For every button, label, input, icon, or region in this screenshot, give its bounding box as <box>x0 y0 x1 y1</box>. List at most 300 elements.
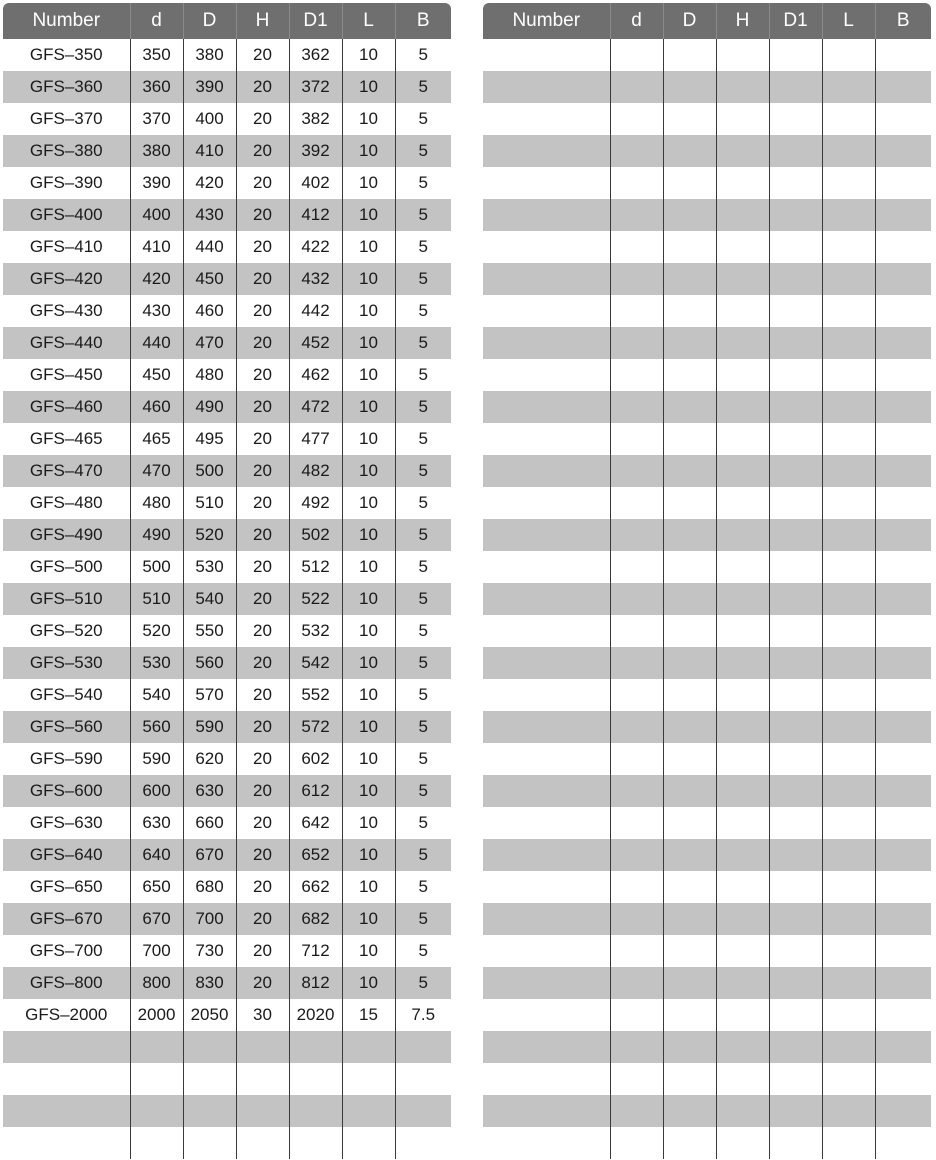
dimension-cell <box>822 967 875 999</box>
dimension-cell <box>130 1095 183 1127</box>
part-number-cell <box>483 1095 610 1127</box>
dimension-cell <box>875 711 931 743</box>
dimension-cell <box>769 551 822 583</box>
dimension-cell <box>875 103 931 135</box>
dimension-cell: 700 <box>183 903 236 935</box>
dimension-cell <box>769 327 822 359</box>
dimension-cell <box>716 455 769 487</box>
dimension-cell <box>875 487 931 519</box>
dimension-cell <box>769 423 822 455</box>
table-row <box>483 935 931 967</box>
dimension-cell <box>875 935 931 967</box>
dimension-cell: 520 <box>130 615 183 647</box>
dimension-cell <box>130 1063 183 1095</box>
dimension-cell <box>822 679 875 711</box>
dimension-cell: 2050 <box>183 999 236 1031</box>
dimension-cell <box>716 711 769 743</box>
dimension-cell: 602 <box>289 743 342 775</box>
dimension-cell <box>716 199 769 231</box>
dimension-cell: 470 <box>183 327 236 359</box>
dimension-cell: 630 <box>130 807 183 839</box>
part-number-cell: GFS–560 <box>3 711 130 743</box>
dimension-cell <box>769 583 822 615</box>
part-number-cell <box>483 839 610 871</box>
dimension-cell: 5 <box>395 647 451 679</box>
dimension-cell <box>610 167 663 199</box>
part-number-cell: GFS–2000 <box>25 1005 108 1024</box>
dimension-cell <box>130 1031 183 1063</box>
dimension-cell <box>610 999 663 1031</box>
dimension-cell <box>822 615 875 647</box>
dimension-cell <box>875 775 931 807</box>
dimension-cell: 372 <box>289 71 342 103</box>
dimension-cell <box>716 1063 769 1095</box>
dimension-cell <box>663 1127 716 1159</box>
dimension-cell <box>875 999 931 1031</box>
table-row <box>483 679 931 711</box>
dimension-cell: 10 <box>342 359 395 391</box>
table-row <box>483 647 931 679</box>
part-number-cell <box>3 1095 130 1127</box>
dimension-cell <box>610 1031 663 1063</box>
dimension-cell <box>183 1127 236 1159</box>
dimension-cell <box>875 359 931 391</box>
dimension-cell: 2000 <box>130 999 183 1031</box>
dimension-cell: 600 <box>130 775 183 807</box>
part-number-cell <box>3 1127 130 1159</box>
table-row <box>483 1063 931 1095</box>
column-header-col5: L <box>822 3 875 39</box>
dimension-cell: 560 <box>130 711 183 743</box>
dimension-cell <box>663 103 716 135</box>
dimension-cell <box>769 871 822 903</box>
table-row <box>483 455 931 487</box>
dimension-cell <box>769 359 822 391</box>
table-header <box>483 3 931 39</box>
table-row <box>483 391 931 423</box>
dimension-cell <box>236 1063 289 1095</box>
table-row <box>3 583 451 615</box>
part-number-cell: GFS–490 <box>3 519 130 551</box>
dimension-cell: 490 <box>183 391 236 423</box>
column-header-col1: d <box>610 3 663 39</box>
dimension-cell <box>769 103 822 135</box>
dimension-cell <box>130 1127 183 1159</box>
column-header-col5: L <box>342 3 395 39</box>
dimension-cell <box>875 551 931 583</box>
dimension-cell <box>875 871 931 903</box>
part-number-cell <box>483 999 610 1031</box>
dimension-cell: 10 <box>342 935 395 967</box>
table-body <box>3 39 451 1159</box>
dimension-cell <box>663 391 716 423</box>
part-number-cell: GFS–470 <box>3 455 130 487</box>
dimension-cell <box>822 743 875 775</box>
part-number-cell: GFS–510 <box>3 583 130 615</box>
part-number-cell <box>483 327 610 359</box>
dimension-cell: 652 <box>289 839 342 871</box>
dimension-cell <box>610 775 663 807</box>
dimension-cell: 730 <box>183 935 236 967</box>
dimension-cell: 800 <box>130 967 183 999</box>
dimension-cell: 10 <box>342 455 395 487</box>
dimension-cell <box>769 903 822 935</box>
dimension-cell: 492 <box>289 487 342 519</box>
dimension-cell: 20 <box>236 519 289 551</box>
dimension-cell: 660 <box>183 807 236 839</box>
dimension-cell <box>875 455 931 487</box>
dimension-cell <box>663 423 716 455</box>
dimension-cell <box>663 743 716 775</box>
dimension-cell: 10 <box>342 807 395 839</box>
dimension-cell: 10 <box>342 231 395 263</box>
dimension-cell: 462 <box>289 359 342 391</box>
dimension-cell <box>822 999 875 1031</box>
part-number-cell: GFS–540 <box>29 685 103 704</box>
dimension-cell: 5 <box>395 775 451 807</box>
table-row <box>483 39 931 71</box>
dimension-cell <box>822 871 875 903</box>
dimension-cell <box>822 647 875 679</box>
dimension-cell <box>769 231 822 263</box>
dimension-cell <box>610 711 663 743</box>
dimension-cell: 20 <box>236 423 289 455</box>
table-row <box>3 999 451 1031</box>
dimension-cell <box>769 519 822 551</box>
dimension-cell <box>875 903 931 935</box>
part-number-cell <box>483 903 610 935</box>
dimension-cell: 5 <box>395 967 451 999</box>
dimension-cell: 5 <box>395 167 451 199</box>
dimension-cell: 420 <box>130 263 183 295</box>
dimension-cell: 5 <box>395 839 451 871</box>
dimension-cell: 495 <box>183 423 236 455</box>
part-number-cell <box>483 487 610 519</box>
dimension-cell <box>663 679 716 711</box>
dimension-cell: 20 <box>236 263 289 295</box>
table-row <box>483 327 931 359</box>
part-number-cell: GFS–430 <box>29 301 103 320</box>
dimension-cell <box>236 1127 289 1159</box>
dimension-cell: 362 <box>289 39 342 71</box>
dimension-cell: 422 <box>289 231 342 263</box>
dimension-cell <box>769 807 822 839</box>
dimension-cell: 2020 <box>289 999 342 1031</box>
table-row <box>483 551 931 583</box>
dimension-cell <box>875 167 931 199</box>
dimension-cell: 442 <box>289 295 342 327</box>
dimension-cell: 10 <box>342 167 395 199</box>
dimension-cell <box>822 935 875 967</box>
dimension-cell: 812 <box>289 967 342 999</box>
part-number-cell: GFS–370 <box>29 109 103 128</box>
dimension-cell: 477 <box>289 423 342 455</box>
column-header-col4: D1 <box>289 3 342 39</box>
dimension-cell: 440 <box>183 231 236 263</box>
part-number-cell <box>483 1063 610 1095</box>
dimension-cell: 380 <box>130 135 183 167</box>
dimension-cell <box>822 231 875 263</box>
dimension-cell: 20 <box>236 903 289 935</box>
dimension-cell: 590 <box>183 711 236 743</box>
table-row <box>483 839 931 871</box>
dimension-cell: 670 <box>183 839 236 871</box>
dimension-cell: 20 <box>236 711 289 743</box>
table-row <box>3 327 451 359</box>
dimension-cell <box>610 871 663 903</box>
table-row <box>3 1031 451 1063</box>
dimension-cell: 20 <box>236 103 289 135</box>
dimension-cell <box>875 679 931 711</box>
spec-table-left <box>3 3 451 1159</box>
dimension-cell <box>822 583 875 615</box>
part-number-cell: GFS–460 <box>3 391 130 423</box>
part-number-cell <box>483 103 610 135</box>
dimension-cell <box>236 1095 289 1127</box>
dimension-cell: 10 <box>342 775 395 807</box>
table-row <box>483 903 931 935</box>
dimension-cell: 510 <box>183 487 236 519</box>
dimension-cell: 480 <box>183 359 236 391</box>
dimension-cell <box>769 743 822 775</box>
dimension-cell: 5 <box>395 263 451 295</box>
table-row <box>483 615 931 647</box>
dimension-cell <box>822 39 875 71</box>
dimension-cell <box>769 839 822 871</box>
table-row <box>483 71 931 103</box>
dimension-cell: 472 <box>289 391 342 423</box>
part-number-cell <box>483 135 610 167</box>
dimension-cell <box>822 71 875 103</box>
dimension-cell: 20 <box>236 871 289 903</box>
dimension-cell: 5 <box>395 199 451 231</box>
dimension-cell <box>610 967 663 999</box>
dimension-cell: 5 <box>395 359 451 391</box>
part-number-cell <box>483 167 610 199</box>
dimension-cell <box>395 1031 451 1063</box>
dimension-cell <box>342 1095 395 1127</box>
dimension-cell: 552 <box>289 679 342 711</box>
dimension-cell <box>183 1095 236 1127</box>
dimension-cell: 20 <box>236 967 289 999</box>
dimension-cell: 20 <box>236 551 289 583</box>
dimension-cell <box>822 1127 875 1159</box>
dimension-cell: 640 <box>130 839 183 871</box>
dimension-cell <box>716 839 769 871</box>
dimension-cell: 440 <box>130 327 183 359</box>
part-number-cell <box>483 263 610 295</box>
table-row <box>3 871 451 903</box>
dimension-cell <box>663 935 716 967</box>
part-number-cell: GFS–800 <box>3 967 130 999</box>
part-number-cell <box>3 1031 130 1063</box>
dimension-cell: 20 <box>236 199 289 231</box>
dimension-cell <box>875 327 931 359</box>
part-number-cell <box>483 967 610 999</box>
dimension-cell <box>610 295 663 327</box>
dimension-cell <box>610 455 663 487</box>
dimension-cell <box>610 391 663 423</box>
dimension-cell <box>822 455 875 487</box>
dimension-cell <box>663 519 716 551</box>
dimension-cell <box>769 455 822 487</box>
dimension-cell: 450 <box>130 359 183 391</box>
dimension-cell: 15 <box>342 999 395 1031</box>
dimension-cell: 430 <box>183 199 236 231</box>
dimension-cell <box>769 263 822 295</box>
part-number-cell: GFS–420 <box>3 263 130 295</box>
dimension-cell <box>663 487 716 519</box>
part-number-cell <box>3 1063 130 1095</box>
dimension-cell <box>875 39 931 71</box>
dimension-cell: 10 <box>342 871 395 903</box>
dimension-cell <box>663 967 716 999</box>
dimension-cell <box>663 327 716 359</box>
column-header-number: Number <box>483 3 610 39</box>
table-row <box>3 39 451 71</box>
dimension-cell: 712 <box>289 935 342 967</box>
dimension-cell <box>769 1063 822 1095</box>
dimension-cell <box>663 583 716 615</box>
part-number-cell <box>483 679 610 711</box>
table-row <box>483 999 931 1031</box>
dimension-cell: 540 <box>183 583 236 615</box>
table-row <box>483 583 931 615</box>
dimension-cell: 20 <box>236 231 289 263</box>
part-number-cell <box>483 775 610 807</box>
part-number-cell: GFS–650 <box>29 877 103 896</box>
dimension-cell <box>822 551 875 583</box>
dimension-cell: 10 <box>342 135 395 167</box>
column-header-col2: D <box>183 3 236 39</box>
dimension-cell <box>663 199 716 231</box>
part-number-cell <box>483 615 610 647</box>
table-row <box>3 1095 451 1127</box>
table-row <box>3 423 451 455</box>
dimension-cell <box>716 679 769 711</box>
part-number-cell: GFS–630 <box>29 813 103 832</box>
dimension-cell <box>716 71 769 103</box>
dimension-cell <box>875 647 931 679</box>
dimension-cell: 670 <box>130 903 183 935</box>
dimension-cell <box>610 807 663 839</box>
dimension-cell <box>875 423 931 455</box>
dimension-cell <box>769 199 822 231</box>
dimension-cell <box>663 263 716 295</box>
dimension-cell <box>875 391 931 423</box>
table-row <box>483 871 931 903</box>
table-row <box>483 743 931 775</box>
dimension-cell <box>716 295 769 327</box>
column-header-col4: D1 <box>769 3 822 39</box>
dimension-cell: 540 <box>130 679 183 711</box>
dimension-cell <box>610 135 663 167</box>
dimension-cell <box>395 1095 451 1127</box>
dimension-cell: 650 <box>130 871 183 903</box>
dimension-cell: 5 <box>395 551 451 583</box>
dimension-cell <box>875 1095 931 1127</box>
dimension-cell <box>769 487 822 519</box>
dimension-cell: 412 <box>289 199 342 231</box>
part-number-cell: GFS–500 <box>29 557 103 576</box>
dimension-cell <box>610 743 663 775</box>
dimension-cell <box>716 871 769 903</box>
dimension-cell: 400 <box>130 199 183 231</box>
dimension-cell: 10 <box>342 487 395 519</box>
dimension-cell <box>875 615 931 647</box>
dimension-cell: 20 <box>236 743 289 775</box>
dimension-cell <box>610 231 663 263</box>
dimension-cell <box>342 1031 395 1063</box>
part-number-cell: GFS–670 <box>3 903 130 935</box>
dimension-cell <box>663 775 716 807</box>
dimension-cell: 460 <box>183 295 236 327</box>
dimension-cell <box>716 39 769 71</box>
dimension-cell: 370 <box>130 103 183 135</box>
dimension-cell <box>716 583 769 615</box>
dimension-cell <box>875 1127 931 1159</box>
table-row <box>483 103 931 135</box>
part-number-cell: GFS–590 <box>29 749 103 768</box>
dimension-cell <box>663 295 716 327</box>
dimension-cell <box>610 615 663 647</box>
dimension-cell <box>716 487 769 519</box>
dimension-cell: 5 <box>395 71 451 103</box>
dimension-cell: 5 <box>395 455 451 487</box>
dimension-cell: 682 <box>289 903 342 935</box>
part-number-cell <box>483 1127 610 1159</box>
dimension-cell: 382 <box>289 103 342 135</box>
column-header-number: Number <box>3 3 130 39</box>
dimension-cell <box>875 519 931 551</box>
dimension-cell: 450 <box>183 263 236 295</box>
dimension-cell: 10 <box>342 103 395 135</box>
dimension-cell: 10 <box>342 711 395 743</box>
dimension-cell: 5 <box>395 743 451 775</box>
dimension-cell <box>875 71 931 103</box>
dimension-cell <box>342 1127 395 1159</box>
dimension-cell <box>769 71 822 103</box>
table-row <box>483 967 931 999</box>
table-row <box>3 103 451 135</box>
dimension-cell <box>822 807 875 839</box>
table-row <box>483 231 931 263</box>
dimension-cell: 360 <box>130 71 183 103</box>
part-number-cell <box>483 519 610 551</box>
dimension-cell <box>663 551 716 583</box>
table-row <box>3 807 451 839</box>
table-row <box>3 743 451 775</box>
dimension-cell: 502 <box>289 519 342 551</box>
table-row <box>483 519 931 551</box>
dimension-cell <box>610 39 663 71</box>
dimension-cell: 5 <box>395 423 451 455</box>
dimension-cell: 10 <box>342 679 395 711</box>
dimension-cell: 642 <box>289 807 342 839</box>
dimension-cell: 5 <box>395 39 451 71</box>
dimension-cell <box>716 647 769 679</box>
table-row <box>483 807 931 839</box>
dimension-cell <box>716 359 769 391</box>
dimension-cell <box>769 1127 822 1159</box>
dimension-cell: 392 <box>289 135 342 167</box>
dimension-cell: 612 <box>289 775 342 807</box>
dimension-cell: 620 <box>183 743 236 775</box>
table-row <box>3 391 451 423</box>
dimension-cell: 500 <box>130 551 183 583</box>
dimension-cell: 5 <box>395 103 451 135</box>
dimension-cell: 10 <box>342 263 395 295</box>
